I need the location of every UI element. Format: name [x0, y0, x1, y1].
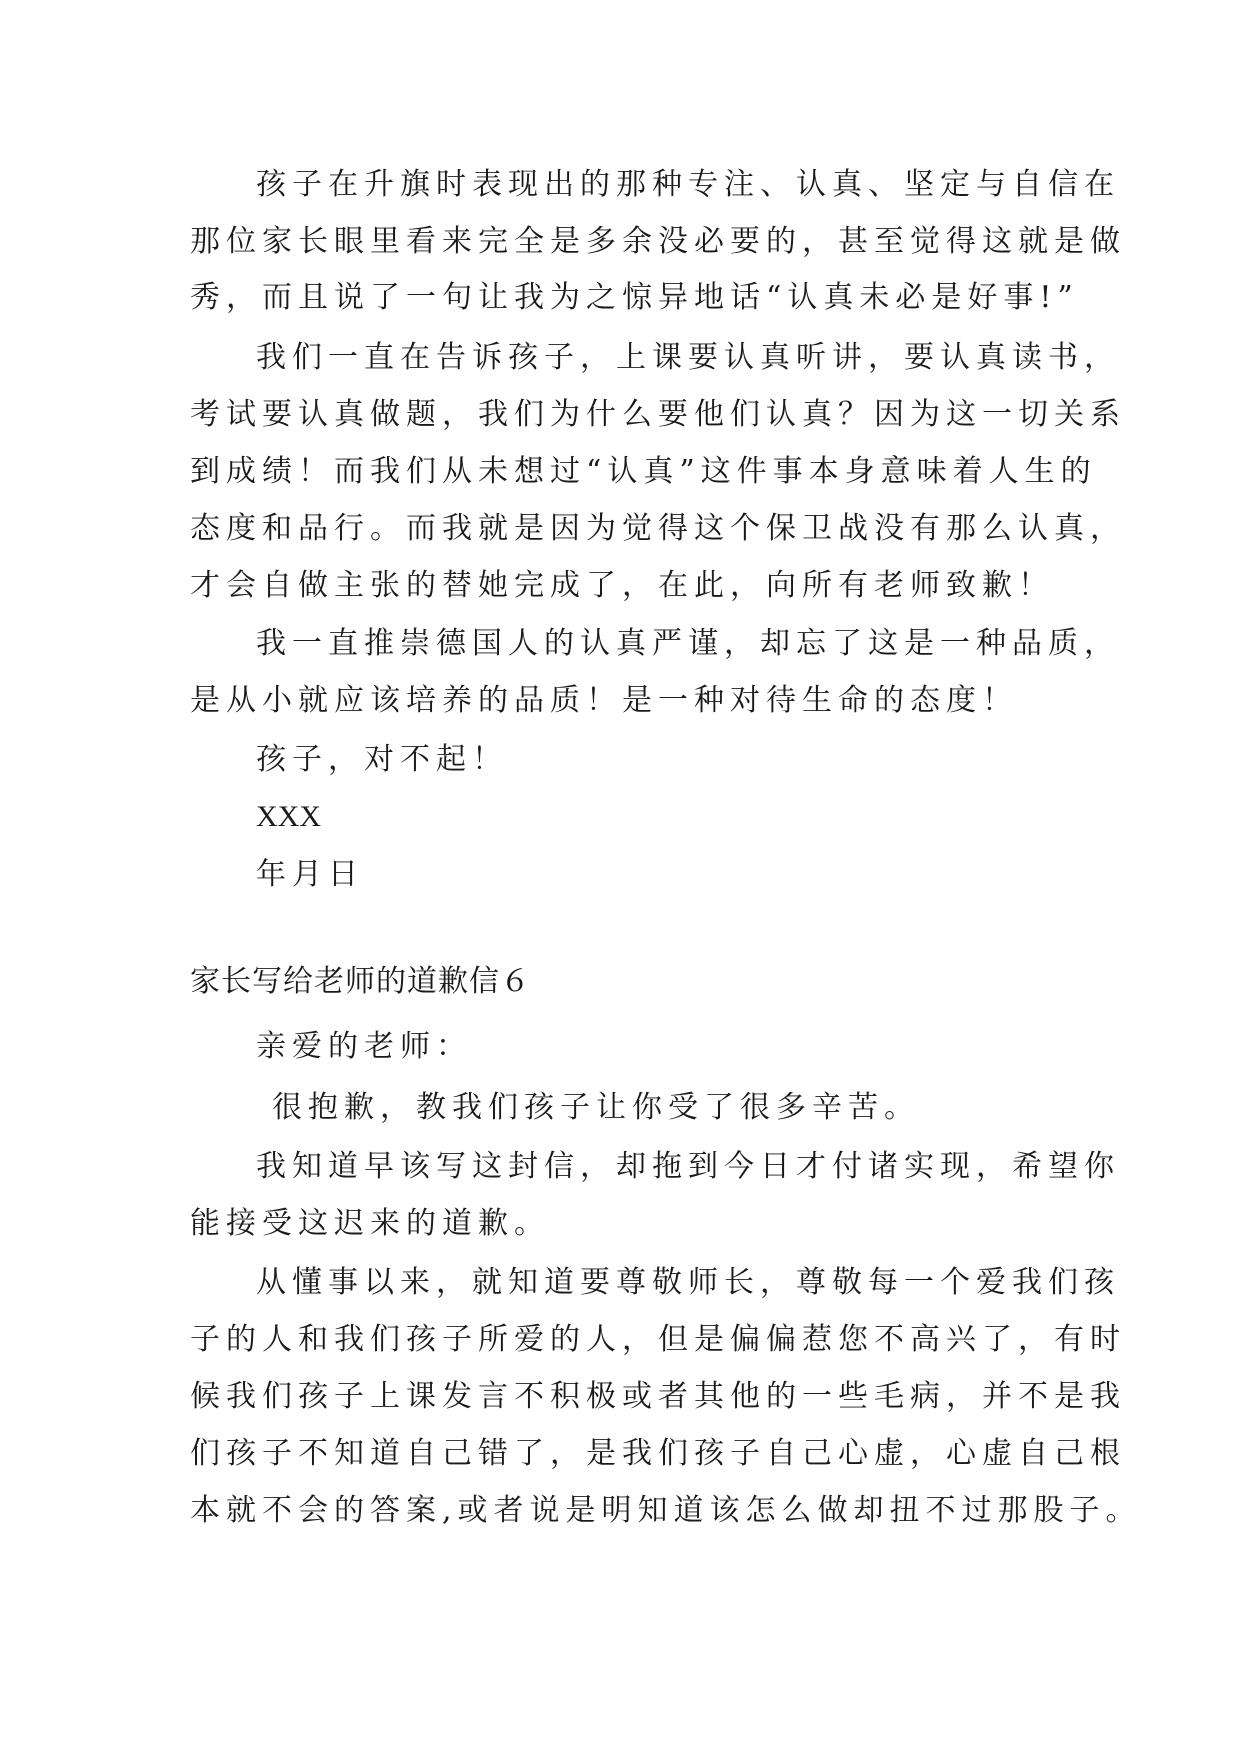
paragraph-line: 我知道早该写这封信，却拖到今日才付诸实现，希望你	[256, 1149, 1120, 1184]
paragraph-line: 子的人和我们孩子所爱的人，但是偏偏惹您不高兴了，有时	[190, 1322, 1126, 1357]
paragraph-line: 能接受这迟来的道歉。	[190, 1206, 550, 1241]
paragraph-line: 候我们孩子上课发言不积极或者其他的一些毛病，并不是我	[190, 1379, 1126, 1414]
section-title: 家长写给老师的道歉信６	[190, 964, 531, 999]
signature: XXX	[256, 800, 321, 833]
paragraph-line: 本就不会的答案,或者说是明知道该怎么做却扭不过那股子。	[190, 1493, 1142, 1528]
paragraph-line: 从懂事以来，就知道要尊敬师长，尊敬每一个爱我们孩	[256, 1265, 1120, 1300]
paragraph-line: 孩子在升旗时表现出的那种专注、认真、坚定与自信在	[256, 167, 1120, 202]
paragraph-line: 是从小就应该培养的品质！是一种对待生命的态度！	[190, 683, 1018, 718]
paragraph-line: 态度和品行。而我就是因为觉得这个保卫战没有那么认真，	[190, 511, 1126, 546]
paragraph-line: 秀，而且说了一句让我为之惊异地话“认真未必是好事!”	[190, 280, 1079, 315]
paragraph-line: 那位家长眼里看来完全是多余没必要的，甚至觉得这就是做	[190, 224, 1126, 259]
paragraph-line: 我一直推崇德国人的认真严谨，却忘了这是一种品质，	[256, 626, 1120, 661]
date-line: 年月日	[256, 857, 364, 892]
paragraph-line: 到成绩！而我们从未想过“认真”这件事本身意味着人生的	[190, 454, 1097, 489]
paragraph-line: 考试要认真做题，我们为什么要他们认真？因为这一切关系	[190, 397, 1126, 432]
salutation: 亲爱的老师：	[256, 1029, 472, 1064]
paragraph-line: 很抱歉，教我们孩子让你受了很多辛苦。	[272, 1090, 920, 1125]
paragraph-line: 们孩子不知道自己错了，是我们孩子自己心虚，心虚自己根	[190, 1436, 1126, 1471]
paragraph-line: 我们一直在告诉孩子，上课要认真听讲，要认真读书，	[256, 340, 1120, 375]
paragraph-line: 才会自做主张的替她完成了，在此，向所有老师致歉！	[190, 568, 1054, 603]
closing-line: 孩子，对不起！	[256, 742, 508, 777]
